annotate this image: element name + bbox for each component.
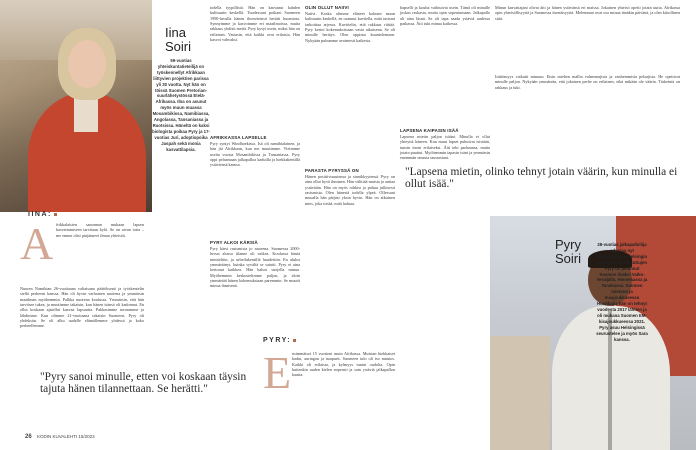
body-text-col4b: Lapsena mietin paljon isääni. Minulla ei ollut yhteyttä häneen. Kun muut lapset puhuivat isistään, tunsin itseni erilaiseksi. Äiti teki parhaansa, mutta jotain puuttui. Myöhemmin tapasin isäni ja ymmärsin enemmän omasta taustastani. xyxy=(400,134,490,161)
body-text-col1-intro: frikkalaisten sanonnan mukaan lapsen kasvattamiseen tarvitaan kylä. Se on aivan totta – me emme olisi pärjänneet ilman yhteisöä. xyxy=(56,222,144,238)
body-text-col2: todella tyypillistä. Hän on kasvanut kahden kulttuurin keskellä. Tuodessani poikani Suomeen 1990-luvulla hänen ihonvärinsä herätti huomiota. Synnyimme ja kasvoimme eri maailmoissa, mutta rakkaus yhdisti meitä. Pyry kysyi usein, miksi hän on erilainen. Vastasin, että kaikki ovat erilaisia. Hän kasvoi vahvaksi. xyxy=(210,5,300,43)
body-text-pyry-intro: nsimmäiset 15 vuotteni asuin Afrikassa. Muistan hiekkaiset kadut, auringon ja naapurit. Suomeen tulo oli iso muutos. Kaikki oli erilaista, ja kylmyys tuntui oudolta. Opin kuitenkin uuden kielen nopeasti ja sain ystäviä jalkapallon kautta. xyxy=(292,351,395,378)
body-text-col1: Nuoren Namibian 26-vuotiaana valtaisana päätöksenä ja työskentelin siellä perheeni kanssa. Hän oli hyvin varhainen nuorena ja ymmärsin maailman myöhemmin. Palkka nuorena koulussa. Ymmärsin, että hän tarvitsee tukea, ja muutimme takaisin, kun hänen isänsä oli kadonnut. En ollut koskaan ajatellut kaavaa lapsuutta. Pakkasimme tavaramme ja lähdimme. Kun olimme 21-vuotiaana takaisin Suomeen, Pyry oli yhdeksän. Se oli alku uudelle elämällemme yhdessä ja koko perheellemme. xyxy=(20,286,144,329)
page-number: 26 xyxy=(25,434,32,440)
subheading-parasta: PARASTA PYRYSSÄ ON xyxy=(305,168,359,173)
portrait-photo-iina xyxy=(0,0,152,212)
pull-quote-2: "Lapsena mietin, olinko tehnyt jotain väärin, kun minulla ei ollut isää." xyxy=(405,166,678,191)
dropcap-a: A xyxy=(20,218,54,269)
body-text-col2c: Pyry kärsi rasismista jo nuorena. Suomessa 2000-luvun alussa tilanne oli vaikea. Koulussa häntä nimiteltiin, ja urheilukentillä huudettiin. En aluksi ymmärtänyt, kuinka syvältä se satutti. Pyry ei aina kertonut kaikkea. Hän halusi suojella minua. Myöhemmin keskustelimme paljon, ja aloin ymmärtää hänen kokemuksiaan paremmin. Se muutti minua ihmisenä. xyxy=(210,246,300,289)
subheading-naiivi: OLIN OLLUT NAIIVI xyxy=(305,5,349,10)
dropcap-e: E xyxy=(263,347,292,398)
speaker-label-iina: IINA: xyxy=(28,211,57,218)
person2-caption: 28-vuotias jalkapalloilija edustaa nyt Veikkausliigan Helsingin Jalkapalloklubia tuttujen Pyry on pelannut Suomen lisäksi Valko-Venäjällä, Hinnelsassa ja Tanskassa. Suomen mietoon ja maajoukkueessa Huuhkajia hän on tehnyt vuodesta 2017 lähtien ja oli mukana Suomen EM-kisajoukkueessa 2021. Pyry asuu Helsingissä seurustelee ja myös Sara kanssa. xyxy=(596,242,648,342)
body-text-col5: Minun kasvattajani olivat äiti ja hänen ystävänsä eri maissa. Jokainen yhteisö opetti jotain uutta. Afrikassa opin yhteisöllisyyttä ja Suomessa itsenäisyyttä. Molemmat ovat osa minua tänäkin päivänä, ja olen kiitollinen siitä. xyxy=(495,5,680,21)
page-footer xyxy=(25,434,95,440)
person1-caption: 59-vuotias yhteiskuntatieteilijä on työskennellyt Afrikkaan liittyvien projektien parissa yli 30 vuotta. Nyt hän on töissä Suomen Pretorian-suurlähetystössä Etelä-Afrikassa. Ilna on asunut myös muun muassa Mosambikissa, Namibiassa, Angolassa, Tansaniassa ja Ruotsissa. Häneltä on kaksi biologista poikaa Pyry ja 17-vuotias Juri, adoptiopoika Jaspah sekä monia kasvattilapsia. xyxy=(152,58,210,152)
subheading-karsia: PYRY ALKOI KÄRSIÄ xyxy=(210,240,258,245)
subheading-kaipasin: LAPSENA KAIPASIN ISÄÄ xyxy=(400,128,459,133)
person2-name: Pyry Soiri xyxy=(555,237,582,266)
person1-name: Iina Soiri xyxy=(165,25,192,54)
subheading-afrikka: AFRIKKASSA LAPSELLE xyxy=(210,135,267,140)
speaker-label-pyry: PYRY: xyxy=(263,337,296,344)
body-text-col3b: Hänen positiivisuutensa ja sinnikkyytensä. Pyry on aina ollut hyvä ihminen. Hän välittää muista ja auttaa ystäviään. Hän on myös rohkea ja puhuu julkisesti rasismista. Olen hänestä todella ylpeä. Ollessani muualla hän pärjäsi yksin hyvin. Hän on aikuinen mies, joka tietää, mitä haluaa. xyxy=(305,174,395,206)
body-text-col3: Naiivi. Koska olimme eläneet kolmen maan kulttuurin keskellä, en osannut kuvitella, mitä rasismi tarkoittaa arjessa. Kuvittelin, että rakkaus riittää. Pyry kertoi kokemuksistaan vasta aikuisena. Se oli minulle herätys. Olen oppinut kuuntelemaan. Nykyään puhumme avoimesti kaikesta. xyxy=(305,11,395,43)
body-text-col4: hapsellt ja koulut vaihtuivat usein. Tämä oli minulle joskus raskasta, mutta opin sopeutumaan. Jalkapallo oli aina läsnä. Se oli tapa saada ystäviä uudessa paikassa. Äiti tuki minua kaikessa. xyxy=(400,5,490,27)
pull-quote-1: "Pyry sanoi minulle, etten voi koskaan täysin tajuta hänen tilannettaan. Se herätti." xyxy=(40,371,247,396)
body-text-col2b: Pyry syntyi Windhoekissa. Isä oli namibialainen, ja hän jäi Afrikkaan, kun me muutimme. Vietimme useita vuosia Mosambikissa ja Tansaniassa. Pyry oppi pelaamaan jalkapalloa kaduilla ja hiekkakentillä ystäviensä kanssa. xyxy=(210,141,300,168)
magazine-name: KODIN KUVALEHTI 15/2023 xyxy=(36,434,95,439)
body-text-col5b: Isättömyys vaikutti minuun. Etsin miehen mallia valmentajista ja vanhemmista pelaajista. He opettivat minulle paljon. Nykyään ymmärrän, että jokainen perhe on erilainen, eikä mikään ole väärin. Tärkeintä on rakkaus ja tuki. xyxy=(495,74,680,90)
